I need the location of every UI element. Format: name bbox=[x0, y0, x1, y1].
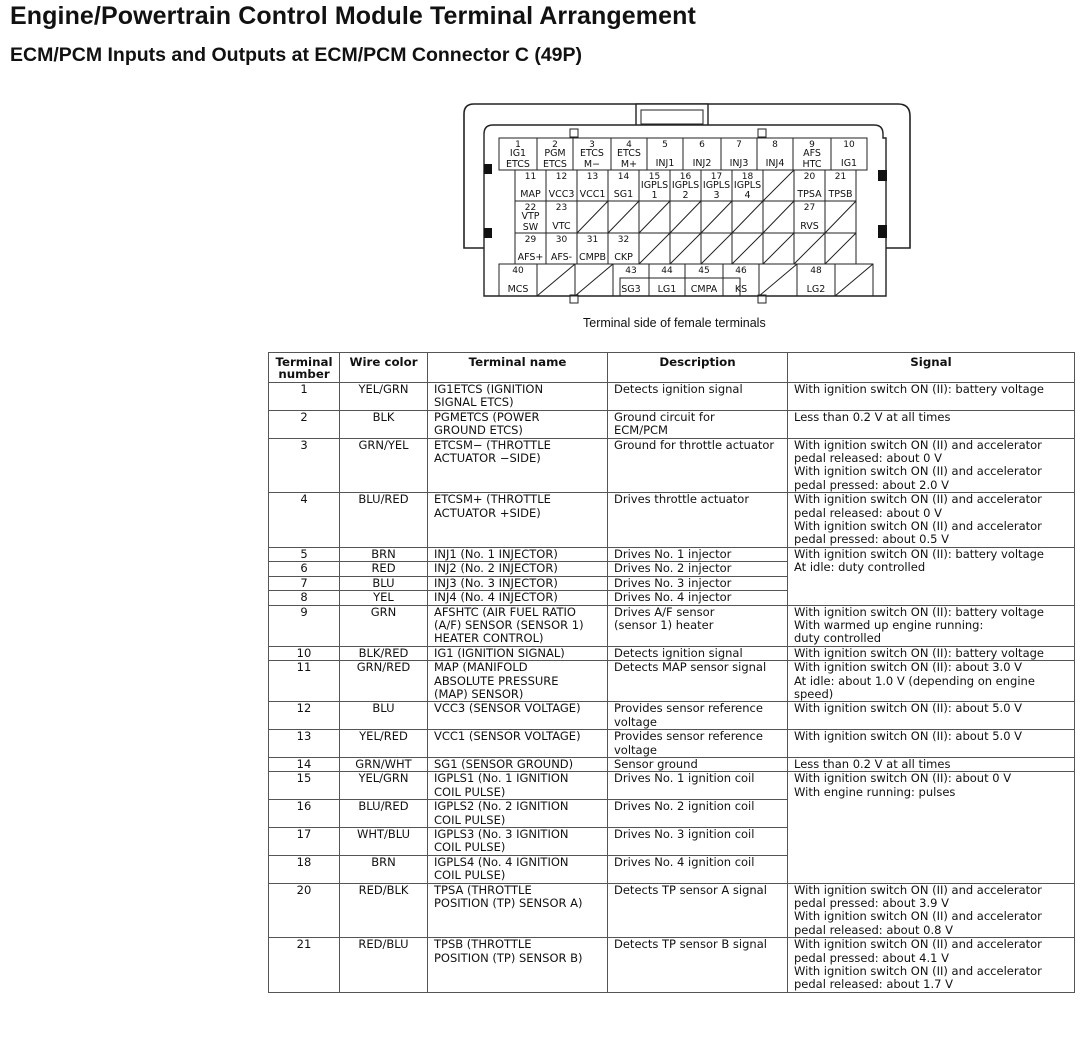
terminal-name-cell: TPSB (THROTTLE POSITION (TP) SENSOR B) bbox=[428, 938, 608, 993]
table-row bbox=[269, 772, 1075, 800]
wire-color-cell: GRN/WHT bbox=[340, 757, 428, 771]
terminal-43-number: 43 bbox=[625, 266, 637, 276]
table-row bbox=[269, 605, 1075, 646]
terminal-27-label: RVS bbox=[800, 221, 819, 232]
terminal-name-cell: IGPLS3 (No. 3 IGNITION COIL PULSE) bbox=[428, 828, 608, 856]
terminal-15-number: 15 bbox=[648, 172, 661, 182]
header-description: Description bbox=[608, 353, 788, 383]
terminal-number-cell: 18 bbox=[269, 855, 340, 883]
table-row bbox=[269, 757, 1075, 771]
description-cell: Sensor ground bbox=[608, 757, 788, 771]
terminal-name-cell: ETCSM− (THROTTLE ACTUATOR −SIDE) bbox=[428, 438, 608, 493]
terminal-23-number: 23 bbox=[555, 203, 568, 213]
signal-cell: With ignition switch ON (II) and accelerator pedal pressed: about 3.9 V With ignition switch ON (II) and accelerator pedal released: about 0.8 V bbox=[788, 883, 1075, 938]
terminal-1-label-2: ETCS bbox=[506, 159, 530, 170]
description-cell: Drives A/F sensor (sensor 1) heater bbox=[608, 605, 788, 646]
description-cell: Provides sensor reference voltage bbox=[608, 730, 788, 758]
terminal-21-label: TPSB bbox=[828, 189, 853, 200]
description-cell: Ground circuit for ECM/PCM bbox=[608, 410, 788, 438]
terminal-number-cell: 3 bbox=[269, 438, 340, 493]
table-row bbox=[269, 646, 1075, 660]
terminal-name-cell: INJ3 (No. 3 INJECTOR) bbox=[428, 576, 608, 590]
terminal-3-number: 3 bbox=[589, 140, 595, 150]
terminal-4-label: ETCS bbox=[617, 148, 641, 159]
signal-cell: Less than 0.2 V at all times bbox=[788, 410, 1075, 438]
terminal-10-label: IG1 bbox=[840, 158, 858, 169]
wire-color-cell: BLK/RED bbox=[340, 646, 428, 660]
table-row bbox=[269, 661, 1075, 702]
terminal-17-number: 17 bbox=[710, 172, 723, 182]
description-cell: Detects TP sensor A signal bbox=[608, 883, 788, 938]
table-header-row bbox=[269, 353, 1075, 383]
terminal-21-number: 21 bbox=[834, 172, 847, 182]
terminal-22-label-2: SW bbox=[522, 222, 539, 233]
terminal-table bbox=[268, 352, 1075, 993]
description-cell: Detects MAP sensor signal bbox=[608, 661, 788, 702]
terminal-32-label: CKP bbox=[614, 252, 633, 263]
header-signal: Signal bbox=[788, 353, 1075, 383]
wire-color-cell: BLU/RED bbox=[340, 493, 428, 548]
terminal-18-number: 18 bbox=[741, 172, 754, 182]
wire-color-cell: RED/BLK bbox=[340, 883, 428, 938]
terminal-32-number: 32 bbox=[617, 235, 630, 245]
description-cell: Provides sensor reference voltage bbox=[608, 702, 788, 730]
terminal-18-label-2: 4 bbox=[744, 190, 751, 201]
terminal-6-label: INJ2 bbox=[692, 158, 712, 169]
terminal-12-label: VCC3 bbox=[548, 189, 575, 200]
terminal-name-cell: IGPLS1 (No. 1 IGNITION COIL PULSE) bbox=[428, 772, 608, 800]
terminal-number-cell: 14 bbox=[269, 757, 340, 771]
header-wire-color: Wire color bbox=[340, 353, 428, 383]
wire-color-cell: WHT/BLU bbox=[340, 828, 428, 856]
terminal-40-number: 40 bbox=[512, 266, 524, 276]
terminal-31-number: 31 bbox=[586, 235, 599, 245]
table-row bbox=[269, 938, 1075, 993]
terminal-23-label: VTC bbox=[552, 221, 571, 232]
terminal-15-label-2: 1 bbox=[651, 190, 658, 201]
description-cell: Drives No. 2 ignition coil bbox=[608, 800, 788, 828]
terminal-30-number: 30 bbox=[555, 235, 568, 245]
terminal-29-label: AFS+ bbox=[517, 252, 544, 263]
signal-cell: With ignition switch ON (II) and accelerator pedal released: about 0 V With ignition switch ON (II) and accelerator pedal pressed: about 0.5 V bbox=[788, 493, 1075, 548]
terminal-45-number: 45 bbox=[698, 266, 710, 276]
terminal-31-label: CMPB bbox=[578, 252, 607, 263]
terminal-name-cell: INJ4 (No. 4 INJECTOR) bbox=[428, 591, 608, 605]
terminal-10-number: 10 bbox=[843, 140, 855, 150]
terminal-11-label: MAP bbox=[520, 189, 541, 200]
terminal-number-cell: 20 bbox=[269, 883, 340, 938]
terminal-9-label-2: HTC bbox=[802, 159, 822, 170]
terminal-name-cell: INJ2 (No. 2 INJECTOR) bbox=[428, 562, 608, 576]
terminal-2-label: PGM bbox=[544, 148, 566, 159]
terminal-2-number: 2 bbox=[552, 140, 558, 150]
terminal-1-label: IG1 bbox=[509, 148, 527, 159]
terminal-number-cell: 12 bbox=[269, 702, 340, 730]
description-cell: Drives No. 4 injector bbox=[608, 591, 788, 605]
description-cell: Drives No. 3 ignition coil bbox=[608, 828, 788, 856]
wire-color-cell: BRN bbox=[340, 547, 428, 561]
terminal-number-cell: 1 bbox=[269, 383, 340, 411]
terminal-number-cell: 8 bbox=[269, 591, 340, 605]
terminal-5-label: INJ1 bbox=[655, 158, 675, 169]
terminal-13-number: 13 bbox=[586, 172, 599, 182]
terminal-2-label-2: ETCS bbox=[543, 159, 567, 170]
terminal-number-cell: 21 bbox=[269, 938, 340, 993]
signal-cell: With ignition switch ON (II): battery voltage At idle: duty controlled bbox=[788, 547, 1075, 605]
terminal-name-cell: TPSA (THROTTLE POSITION (TP) SENSOR A) bbox=[428, 883, 608, 938]
description-cell: Drives No. 3 injector bbox=[608, 576, 788, 590]
table-row bbox=[269, 410, 1075, 438]
terminal-17-label-2: 3 bbox=[713, 190, 720, 201]
wire-color-cell: YEL/GRN bbox=[340, 772, 428, 800]
terminal-43-label: SG3 bbox=[621, 284, 641, 295]
terminal-9-number: 9 bbox=[809, 140, 815, 150]
terminal-name-cell: ETCSM+ (THROTTLE ACTUATOR +SIDE) bbox=[428, 493, 608, 548]
terminal-7-label: INJ3 bbox=[729, 158, 749, 169]
connector-caption: Terminal side of female terminals bbox=[583, 316, 766, 330]
terminal-number-cell: 6 bbox=[269, 562, 340, 576]
signal-cell: Less than 0.2 V at all times bbox=[788, 757, 1075, 771]
header-terminal-number: Terminal number bbox=[269, 353, 340, 383]
terminal-7-number: 7 bbox=[736, 140, 742, 150]
description-cell: Drives No. 2 injector bbox=[608, 562, 788, 576]
terminal-number-cell: 7 bbox=[269, 576, 340, 590]
terminal-29-number: 29 bbox=[524, 235, 537, 245]
wire-color-cell: YEL/GRN bbox=[340, 383, 428, 411]
signal-cell: With ignition switch ON (II): battery voltage bbox=[788, 646, 1075, 660]
terminal-48-number: 48 bbox=[810, 266, 822, 276]
wire-color-cell: YEL/RED bbox=[340, 730, 428, 758]
terminal-45-label: CMPA bbox=[690, 284, 718, 295]
wire-color-cell: GRN/RED bbox=[340, 661, 428, 702]
terminal-48-label: LG2 bbox=[806, 284, 826, 295]
terminal-number-cell: 4 bbox=[269, 493, 340, 548]
terminal-16-label-2: 2 bbox=[682, 190, 689, 201]
terminal-3-label: ETCS bbox=[580, 148, 604, 159]
terminal-22-number: 22 bbox=[524, 203, 537, 213]
table-row bbox=[269, 438, 1075, 493]
connector-lock-tab bbox=[636, 104, 708, 126]
terminal-name-cell: IG1 (IGNITION SIGNAL) bbox=[428, 646, 608, 660]
wire-color-cell: BLU bbox=[340, 702, 428, 730]
terminal-name-cell: INJ1 (No. 1 INJECTOR) bbox=[428, 547, 608, 561]
terminal-27-number: 27 bbox=[803, 203, 816, 213]
page-subtitle: ECM/PCM Inputs and Outputs at ECM/PCM Connector C (49P) bbox=[10, 44, 583, 66]
terminal-number-cell: 5 bbox=[269, 547, 340, 561]
terminal-number-cell: 2 bbox=[269, 410, 340, 438]
terminal-number-cell: 11 bbox=[269, 661, 340, 702]
description-cell: Drives No. 1 injector bbox=[608, 547, 788, 561]
terminal-16-label: IGPLS bbox=[671, 180, 700, 191]
description-cell: Drives No. 1 ignition coil bbox=[608, 772, 788, 800]
terminal-name-cell: IGPLS4 (No. 4 IGNITION COIL PULSE) bbox=[428, 855, 608, 883]
terminal-14-number: 14 bbox=[617, 172, 630, 182]
terminal-number-cell: 15 bbox=[269, 772, 340, 800]
terminal-17-label: IGPLS bbox=[702, 180, 731, 191]
wire-color-cell: GRN bbox=[340, 605, 428, 646]
terminal-number-cell: 16 bbox=[269, 800, 340, 828]
table-row bbox=[269, 702, 1075, 730]
terminal-20-label: TPSA bbox=[797, 189, 822, 200]
table-row bbox=[269, 493, 1075, 548]
wire-color-cell: GRN/YEL bbox=[340, 438, 428, 493]
description-cell: Drives No. 4 ignition coil bbox=[608, 855, 788, 883]
terminal-30-label: AFS- bbox=[550, 252, 573, 263]
terminal-name-cell: PGMETCS (POWER GROUND ETCS) bbox=[428, 410, 608, 438]
terminal-number-cell: 13 bbox=[269, 730, 340, 758]
terminal-46-label: KS bbox=[734, 284, 748, 295]
page-title: Engine/Powertrain Control Module Terminal Arrangement bbox=[10, 2, 696, 30]
terminal-6-number: 6 bbox=[699, 140, 705, 150]
terminal-14-label: SG1 bbox=[613, 189, 634, 200]
terminal-40-label: MCS bbox=[507, 284, 529, 295]
terminal-4-label-2: M+ bbox=[620, 159, 638, 170]
terminal-name-cell: SG1 (SENSOR GROUND) bbox=[428, 757, 608, 771]
signal-cell: With ignition switch ON (II) and accelerator pedal pressed: about 4.1 V With ignition switch ON (II) and accelerator pedal released: about 1.7 V bbox=[788, 938, 1075, 993]
table-row bbox=[269, 730, 1075, 758]
terminal-name-cell: VCC1 (SENSOR VOLTAGE) bbox=[428, 730, 608, 758]
terminal-name-cell: AFSHTC (AIR FUEL RATIO (A/F) SENSOR (SENSOR 1) HEATER CONTROL) bbox=[428, 605, 608, 646]
terminal-20-number: 20 bbox=[803, 172, 816, 182]
wire-color-cell: BLU/RED bbox=[340, 800, 428, 828]
terminal-5-number: 5 bbox=[662, 140, 668, 150]
terminal-11-number: 11 bbox=[524, 172, 537, 182]
wire-color-cell: BLU bbox=[340, 576, 428, 590]
terminal-name-cell: MAP (MANIFOLD ABSOLUTE PRESSURE (MAP) SENSOR) bbox=[428, 661, 608, 702]
signal-cell: With ignition switch ON (II): about 3.0 V At idle: about 1.0 V (depending on engine speed) bbox=[788, 661, 1075, 702]
terminal-8-number: 8 bbox=[772, 140, 778, 150]
signal-cell: With ignition switch ON (II): battery voltage With warmed up engine running: duty controlled bbox=[788, 605, 1075, 646]
terminal-46-number: 46 bbox=[735, 266, 747, 276]
terminal-13-label: VCC1 bbox=[579, 189, 606, 200]
table-row bbox=[269, 383, 1075, 411]
table-row bbox=[269, 547, 1075, 561]
wire-color-cell: RED bbox=[340, 562, 428, 576]
terminal-8-label: INJ4 bbox=[765, 158, 785, 169]
terminal-4-number: 4 bbox=[626, 140, 632, 150]
terminal-44-label: LG1 bbox=[657, 284, 677, 295]
signal-cell: With ignition switch ON (II) and accelerator pedal released: about 0 V With ignition switch ON (II) and accelerator pedal pressed: about 2.0 V bbox=[788, 438, 1075, 493]
table-row bbox=[269, 883, 1075, 938]
terminal-12-number: 12 bbox=[555, 172, 568, 182]
signal-cell: With ignition switch ON (II): battery voltage bbox=[788, 383, 1075, 411]
description-cell: Detects ignition signal bbox=[608, 383, 788, 411]
terminal-18-label: IGPLS bbox=[733, 180, 762, 191]
terminal-name-cell: IG1ETCS (IGNITION SIGNAL ETCS) bbox=[428, 383, 608, 411]
terminal-name-cell: IGPLS2 (No. 2 IGNITION COIL PULSE) bbox=[428, 800, 608, 828]
wire-color-cell: RED/BLU bbox=[340, 938, 428, 993]
terminal-number-cell: 17 bbox=[269, 828, 340, 856]
terminal-16-number: 16 bbox=[679, 172, 692, 182]
description-cell: Detects ignition signal bbox=[608, 646, 788, 660]
header-terminal-name: Terminal name bbox=[428, 353, 608, 383]
signal-cell: With ignition switch ON (II): about 5.0 V bbox=[788, 730, 1075, 758]
terminal-name-cell: VCC3 (SENSOR VOLTAGE) bbox=[428, 702, 608, 730]
terminal-1-number: 1 bbox=[515, 140, 521, 150]
connector-diagram bbox=[458, 100, 928, 310]
signal-cell: With ignition switch ON (II): about 5.0 V bbox=[788, 702, 1075, 730]
terminal-3-label-2: M− bbox=[583, 159, 601, 170]
terminal-15-label: IGPLS bbox=[640, 180, 669, 191]
terminal-9-label: AFS bbox=[803, 148, 821, 159]
terminal-44-number: 44 bbox=[661, 266, 673, 276]
description-cell: Detects TP sensor B signal bbox=[608, 938, 788, 993]
wire-color-cell: BRN bbox=[340, 855, 428, 883]
terminal-number-cell: 10 bbox=[269, 646, 340, 660]
description-cell: Ground for throttle actuator bbox=[608, 438, 788, 493]
terminal-number-cell: 9 bbox=[269, 605, 340, 646]
wire-color-cell: BLK bbox=[340, 410, 428, 438]
terminal-22-label: VTP bbox=[521, 211, 540, 222]
description-cell: Drives throttle actuator bbox=[608, 493, 788, 548]
signal-cell: With ignition switch ON (II): about 0 V With engine running: pulses bbox=[788, 772, 1075, 883]
wire-color-cell: YEL bbox=[340, 591, 428, 605]
